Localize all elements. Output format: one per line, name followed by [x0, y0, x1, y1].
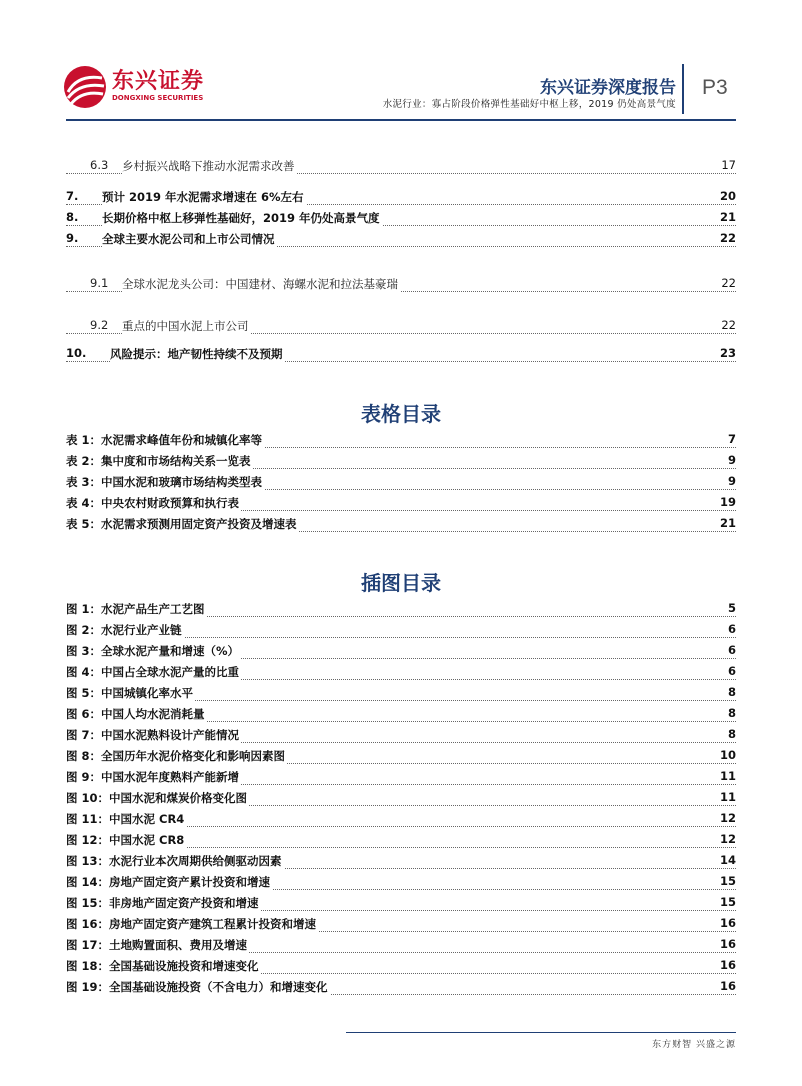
figure-list-text: 图 12：中国水泥 CR8	[66, 833, 185, 847]
figure-list-text: 图 11：中国水泥 CR4	[66, 812, 185, 826]
figure-list-page: 6	[727, 622, 736, 636]
table-list-page: 19	[719, 495, 736, 509]
figure-list-entry[interactable]	[66, 664, 736, 684]
page-header	[0, 0, 802, 125]
figure-list-text: 图 16：房地产固定资产建筑工程累计投资和增速	[66, 917, 317, 931]
toc-text: 乡村振兴战略下推动水泥需求改善	[122, 159, 295, 173]
figure-list-text: 图 4：中国占全球水泥产量的比重	[66, 665, 240, 679]
toc-text: 全球水泥龙头公司：中国建材、海螺水泥和拉法基豪瑞	[122, 277, 398, 291]
figure-list-page: 12	[719, 832, 736, 846]
figure-list-text: 图 5：中国城镇化率水平	[66, 686, 194, 700]
figure-list-entry[interactable]	[66, 811, 736, 831]
table-list-page: 9	[727, 474, 736, 488]
toc-text: 重点的中国水泥上市公司	[122, 319, 249, 333]
toc-text: 长期价格中枢上移弹性基础好，2019 年仍处高景气度	[102, 211, 380, 225]
toc-page: 23	[719, 346, 736, 360]
figure-list-entry[interactable]	[66, 958, 736, 978]
figure-list-page: 11	[719, 769, 736, 783]
header-divider	[682, 64, 684, 114]
figure-list-text: 图 7：中国水泥熟料设计产能情况	[66, 728, 240, 742]
table-list-entry[interactable]	[66, 495, 736, 515]
figure-list-entry[interactable]	[66, 622, 736, 642]
table-list-text: 表 1：水泥需求峰值年份和城镇化率等	[66, 433, 263, 447]
table-list-page: 7	[727, 432, 736, 446]
figure-list-entry[interactable]	[66, 895, 736, 915]
figure-list-page: 16	[719, 916, 736, 930]
figure-list-page: 15	[719, 895, 736, 909]
figure-list-entry[interactable]	[66, 853, 736, 873]
toc-number: 10.	[66, 346, 87, 360]
figure-list-page: 8	[727, 685, 736, 699]
figure-list-page: 16	[719, 979, 736, 993]
toc-page: 22	[721, 318, 736, 332]
figure-list-text: 图 8：全国历年水泥价格变化和影响因素图	[66, 749, 286, 763]
figure-list-text: 图 6：中国人均水泥消耗量	[66, 707, 205, 721]
figure-list-page: 15	[719, 874, 736, 888]
figure-list-text: 图 19：全国基础设施投资（不含电力）和增速变化	[66, 980, 328, 994]
figure-list-text: 图 18：全国基础设施投资和增速变化	[66, 959, 259, 973]
figure-list-text: 图 13：水泥行业本次周期供给侧驱动因素	[66, 854, 282, 868]
figure-list-page: 8	[727, 706, 736, 720]
figure-list-text: 图 14：房地产固定资产累计投资和增速	[66, 875, 271, 889]
figure-list-text: 图 3：全球水泥产量和增速（%）	[66, 644, 240, 658]
toc-number: 7.	[66, 189, 79, 203]
figures-list-title: 插图目录	[361, 571, 441, 595]
figure-list-entry[interactable]	[66, 790, 736, 810]
toc-page: 17	[721, 158, 736, 172]
figure-list-entry[interactable]	[66, 748, 736, 768]
toc-entry[interactable]	[66, 231, 736, 251]
toc-text: 全球主要水泥公司和上市公司情况	[102, 232, 275, 246]
figure-list-page: 14	[719, 853, 736, 867]
figure-list-text: 图 10：中国水泥和煤炭价格变化图	[66, 791, 248, 805]
figure-list-page: 8	[727, 727, 736, 741]
toc-page: 22	[721, 276, 736, 290]
table-list-text: 表 2：集中度和市场结构关系一览表	[66, 454, 251, 468]
toc-entry[interactable]	[66, 189, 736, 209]
logo-english-name: DONGXING SECURITIES	[112, 94, 204, 102]
toc-number: 9.	[66, 231, 79, 245]
figure-list-page: 11	[719, 790, 736, 804]
toc-entry[interactable]	[66, 158, 736, 178]
figure-list-text: 图 15：非房地产固定资产投资和增速	[66, 896, 259, 910]
footer-rule	[346, 1032, 736, 1033]
report-subtitle: 水泥行业：寡占阶段价格弹性基础好中枢上移，2019 仍处高景气度	[382, 99, 676, 110]
figure-list-page: 5	[727, 601, 736, 615]
figure-list-entry[interactable]	[66, 937, 736, 957]
toc-text: 预计 2019 年水泥需求增速在 6%左右	[102, 190, 304, 204]
figure-list-page: 10	[719, 748, 736, 762]
toc-number: 8.	[66, 210, 79, 224]
figure-list-entry[interactable]	[66, 706, 736, 726]
dongxing-logo-icon	[62, 64, 108, 110]
figure-list-text: 图 1：水泥产品生产工艺图	[66, 602, 205, 616]
header-rule	[66, 119, 736, 121]
report-title: 东兴证券深度报告	[540, 78, 676, 98]
figure-list-text: 图 17：土地购置面积、费用及增速	[66, 938, 248, 952]
figure-list-page: 6	[727, 664, 736, 678]
company-logo	[62, 62, 212, 112]
figure-list-text: 图 9：中国水泥年度熟料产能新增	[66, 770, 240, 784]
toc-page: 22	[719, 231, 736, 245]
table-list-entry[interactable]	[66, 432, 736, 452]
toc-entry[interactable]	[66, 276, 736, 296]
table-list-entry[interactable]	[66, 453, 736, 473]
table-list-entry[interactable]	[66, 516, 736, 536]
figure-list-entry[interactable]	[66, 769, 736, 789]
table-list-text: 表 3：中国水泥和玻璃市场结构类型表	[66, 475, 263, 489]
toc-page: 20	[719, 189, 736, 203]
toc-entry[interactable]	[66, 346, 736, 366]
figure-list-page: 16	[719, 958, 736, 972]
figure-list-page: 12	[719, 811, 736, 825]
toc-number: 9.2	[90, 318, 109, 332]
table-list-text: 表 4：中央农村财政预算和执行表	[66, 496, 240, 510]
tables-list-title: 表格目录	[361, 402, 441, 426]
figure-list-entry[interactable]	[66, 874, 736, 894]
footer-slogan: 东方财智 兴盛之源	[652, 1040, 736, 1050]
table-list-entry[interactable]	[66, 474, 736, 494]
toc-entry[interactable]	[66, 318, 736, 338]
logo-chinese-name: 东兴证券	[112, 69, 205, 94]
figure-list-entry[interactable]	[66, 643, 736, 663]
table-list-page: 9	[727, 453, 736, 467]
figure-list-entry[interactable]	[66, 979, 736, 999]
figure-list-entry[interactable]	[66, 727, 736, 747]
table-list-page: 21	[719, 516, 736, 530]
figure-list-text: 图 2：水泥行业产业链	[66, 623, 182, 637]
toc-number: 9.1	[90, 276, 109, 290]
figure-list-page: 6	[727, 643, 736, 657]
figure-list-page: 16	[719, 937, 736, 951]
figure-list-entry[interactable]	[66, 832, 736, 852]
figure-list-entry[interactable]	[66, 601, 736, 621]
toc-number: 6.3	[90, 158, 109, 172]
figure-list-entry[interactable]	[66, 916, 736, 936]
page-number: P3	[702, 76, 728, 99]
figure-list-entry[interactable]	[66, 685, 736, 705]
table-list-text: 表 5：水泥需求预测用固定资产投资及增速表	[66, 517, 297, 531]
toc-text: 风险提示：地产韧性持续不及预期	[110, 347, 283, 361]
toc-page: 21	[719, 210, 736, 224]
toc-entry[interactable]	[66, 210, 736, 230]
